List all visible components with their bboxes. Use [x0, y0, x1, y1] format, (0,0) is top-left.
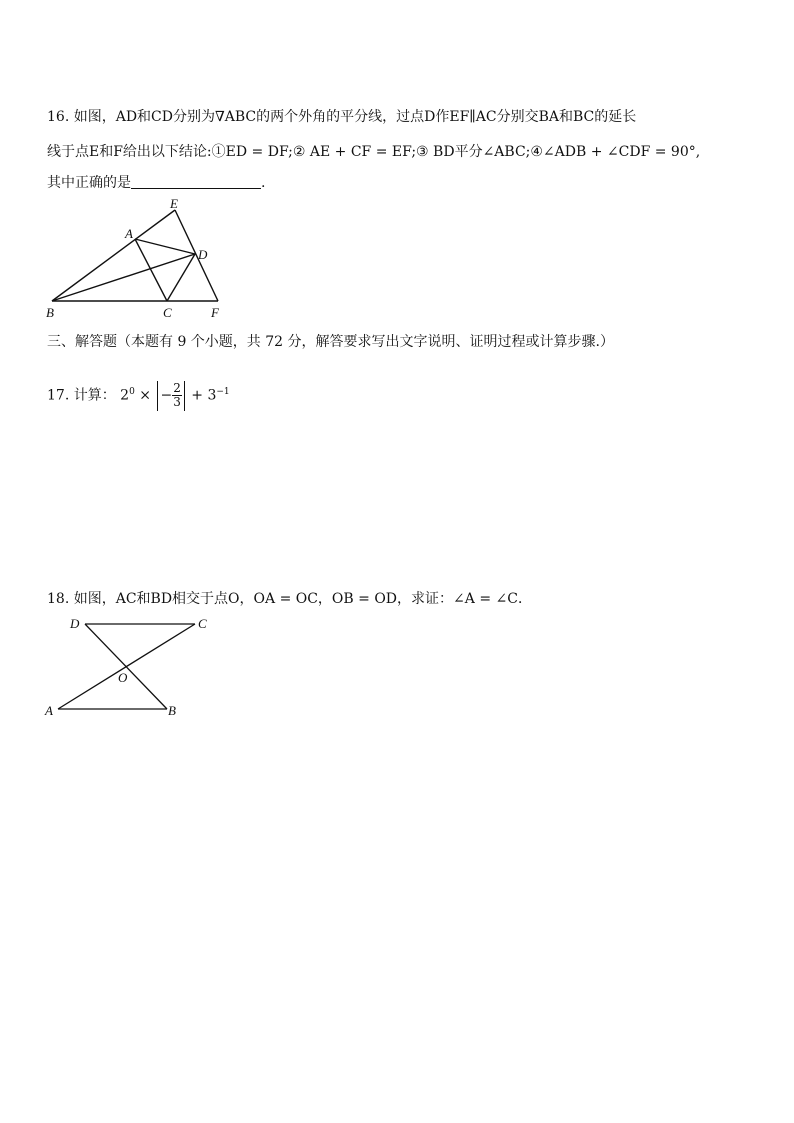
q16-period: . [261, 175, 266, 191]
q17-prefix: 17. 计算： [47, 387, 116, 404]
q17-plus-three: + 3 [191, 387, 217, 404]
q16-line-2: 线于点E和F给出以下结论:①ED = DF;② AE + CF = EF;③ BD平分∠ABC;④∠ADB + ∠CDF = 90°, [47, 144, 701, 160]
q18-line-1: 18. 如图，AC和BD相交于点O，OA = OC，OB = OD，求证：∠A = ∠C． [47, 591, 532, 607]
label-A: A [125, 226, 133, 241]
segment-AD [135, 239, 195, 254]
abs-bar-right [184, 381, 185, 411]
segment-AC [135, 239, 167, 301]
label-F: F [211, 305, 219, 320]
segment-BD [52, 254, 195, 301]
abs-bar-left [157, 381, 158, 411]
label-C: C [198, 616, 207, 631]
q16-answer-blank[interactable] [131, 174, 261, 189]
q17-exp-neg-one: −1 [216, 387, 230, 397]
q16-line-3 [47, 174, 265, 192]
q17-minus: − [160, 387, 173, 404]
segment-EF [175, 210, 218, 301]
label-E: E [170, 196, 178, 211]
label-D: D [70, 616, 80, 631]
q16-line-1: 16. 如图，AD和CD分别为∇ABC的两个外角的平分线，过点D作EF∥AC分别交BA和BC的延长 [47, 109, 637, 125]
label-C: C [163, 305, 172, 320]
q17-base: 2 [120, 387, 130, 404]
q17-times: × [139, 387, 152, 404]
q17-fraction [172, 382, 182, 409]
section3-heading: 三、解答题（本题有 9 个小题，共 72 分，解答要求写出文字说明、证明过程或计算步骤.） [47, 334, 614, 350]
q16-answer-prompt: 其中正确的是 [47, 175, 131, 191]
q17-expression [47, 372, 230, 412]
q17-denominator: 3 [173, 395, 181, 410]
label-O: O [118, 670, 128, 685]
q17-numerator: 2 [173, 381, 181, 396]
label-D: D [198, 247, 208, 262]
label-A: A [45, 703, 53, 718]
segment-BE [52, 210, 175, 301]
q17-exp-zero: 0 [129, 387, 135, 397]
label-B: B [46, 305, 54, 320]
segment-CA [58, 624, 195, 709]
segment-CD [167, 254, 195, 301]
label-B: B [168, 703, 176, 718]
q16-figure [40, 196, 240, 321]
q18-figure [40, 612, 220, 722]
